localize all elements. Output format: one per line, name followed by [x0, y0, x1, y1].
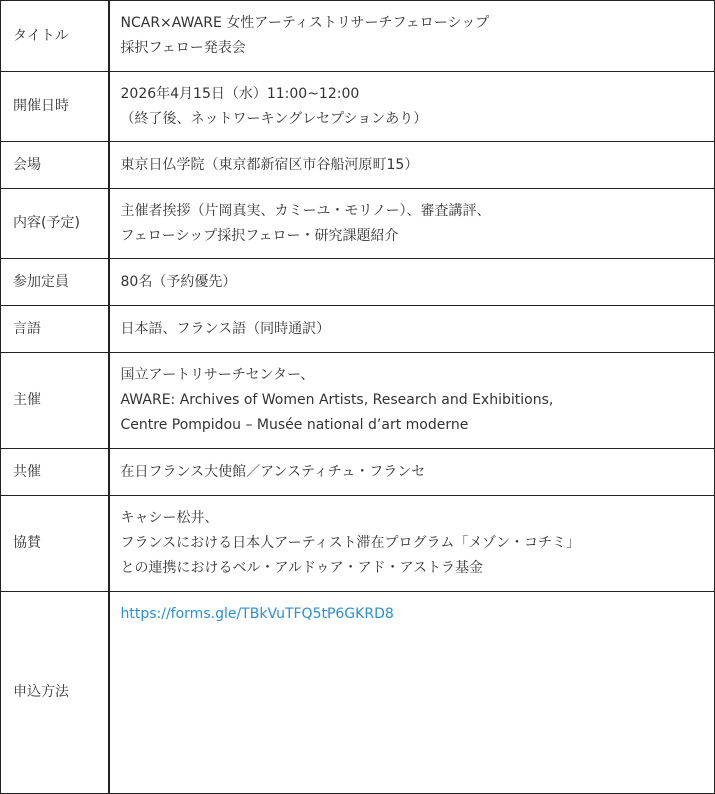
row-value-apply	[109, 592, 715, 794]
row-label-venue: 会場	[1, 142, 109, 189]
content-line-1: 主催者挨拶（片岡真実、カミーユ・モリノー）、審査講評、	[120, 202, 491, 219]
organizer-line-3: Centre Pompidou – Musée national d’art moderne	[120, 417, 469, 433]
row-value-venue	[109, 142, 715, 189]
apply-form-link[interactable]: https://forms.gle/TBkVuTFQ5tP6GKRD8	[120, 606, 394, 622]
title-line-1: NCAR×AWARE 女性アーティストリサーチフェローシップ	[120, 15, 490, 31]
row-value-organizer	[109, 353, 715, 449]
row-title	[1, 1, 715, 72]
row-value-co-organizer	[109, 449, 715, 496]
organizer-line-1: 国立アートリサーチセンター、	[120, 367, 315, 383]
row-value-title	[109, 1, 715, 72]
row-label-content: 内容(予定)	[1, 189, 109, 259]
row-datetime	[1, 72, 715, 142]
row-label-language: 言語	[1, 306, 109, 353]
row-capacity	[1, 259, 715, 306]
row-value-language	[109, 306, 715, 353]
row-content	[1, 189, 715, 259]
row-venue	[1, 142, 715, 189]
sponsor-line-3: との連携におけるベル・アルドゥア・アド・アストラ基金	[120, 560, 484, 576]
row-apply	[1, 592, 715, 794]
sponsor-line-2: フランスにおける日本人アーティスト滞在プログラム「メゾン・コチミ」	[120, 535, 580, 551]
row-organizer	[1, 353, 715, 449]
sponsor-line-1: キャシー松井、	[120, 510, 219, 526]
content-line-2: フェローシップ採択フェロー・研究課題紹介	[120, 227, 399, 244]
row-co-organizer	[1, 449, 715, 496]
datetime-line-2: （終了後、ネットワーキングレセプションあり）	[120, 110, 428, 127]
venue-line-1: 東京日仏学院（東京都新宿区市谷船河原町15）	[120, 156, 419, 173]
row-label-capacity: 参加定員	[1, 259, 109, 306]
row-label-co-organizer: 共催	[1, 449, 109, 496]
row-label-datetime: 開催日時	[1, 72, 109, 142]
row-label-organizer: 主催	[1, 353, 109, 449]
row-value-capacity	[109, 259, 715, 306]
organizer-line-2: AWARE: Archives of Women Artists, Research and Exhibitions,	[120, 392, 554, 408]
datetime-line-1: 2026年4月15日（水）11:00~12:00	[120, 85, 360, 102]
row-label-apply: 申込方法	[1, 592, 109, 794]
row-sponsor	[1, 496, 715, 592]
row-value-datetime	[109, 72, 715, 142]
row-value-content	[109, 189, 715, 259]
row-label-title: タイトル	[1, 1, 109, 72]
co-organizer-line-1: 在日フランス大使館／アンスティチュ・フランセ	[120, 463, 426, 480]
title-line-2: 採択フェロー発表会	[120, 40, 246, 56]
row-value-sponsor	[109, 496, 715, 592]
row-label-sponsor: 協賛	[1, 496, 109, 592]
row-language	[1, 306, 715, 353]
capacity-line-1: 80名（予約優先）	[120, 273, 237, 290]
language-line-1: 日本語、フランス語（同時通訳）	[120, 320, 331, 337]
